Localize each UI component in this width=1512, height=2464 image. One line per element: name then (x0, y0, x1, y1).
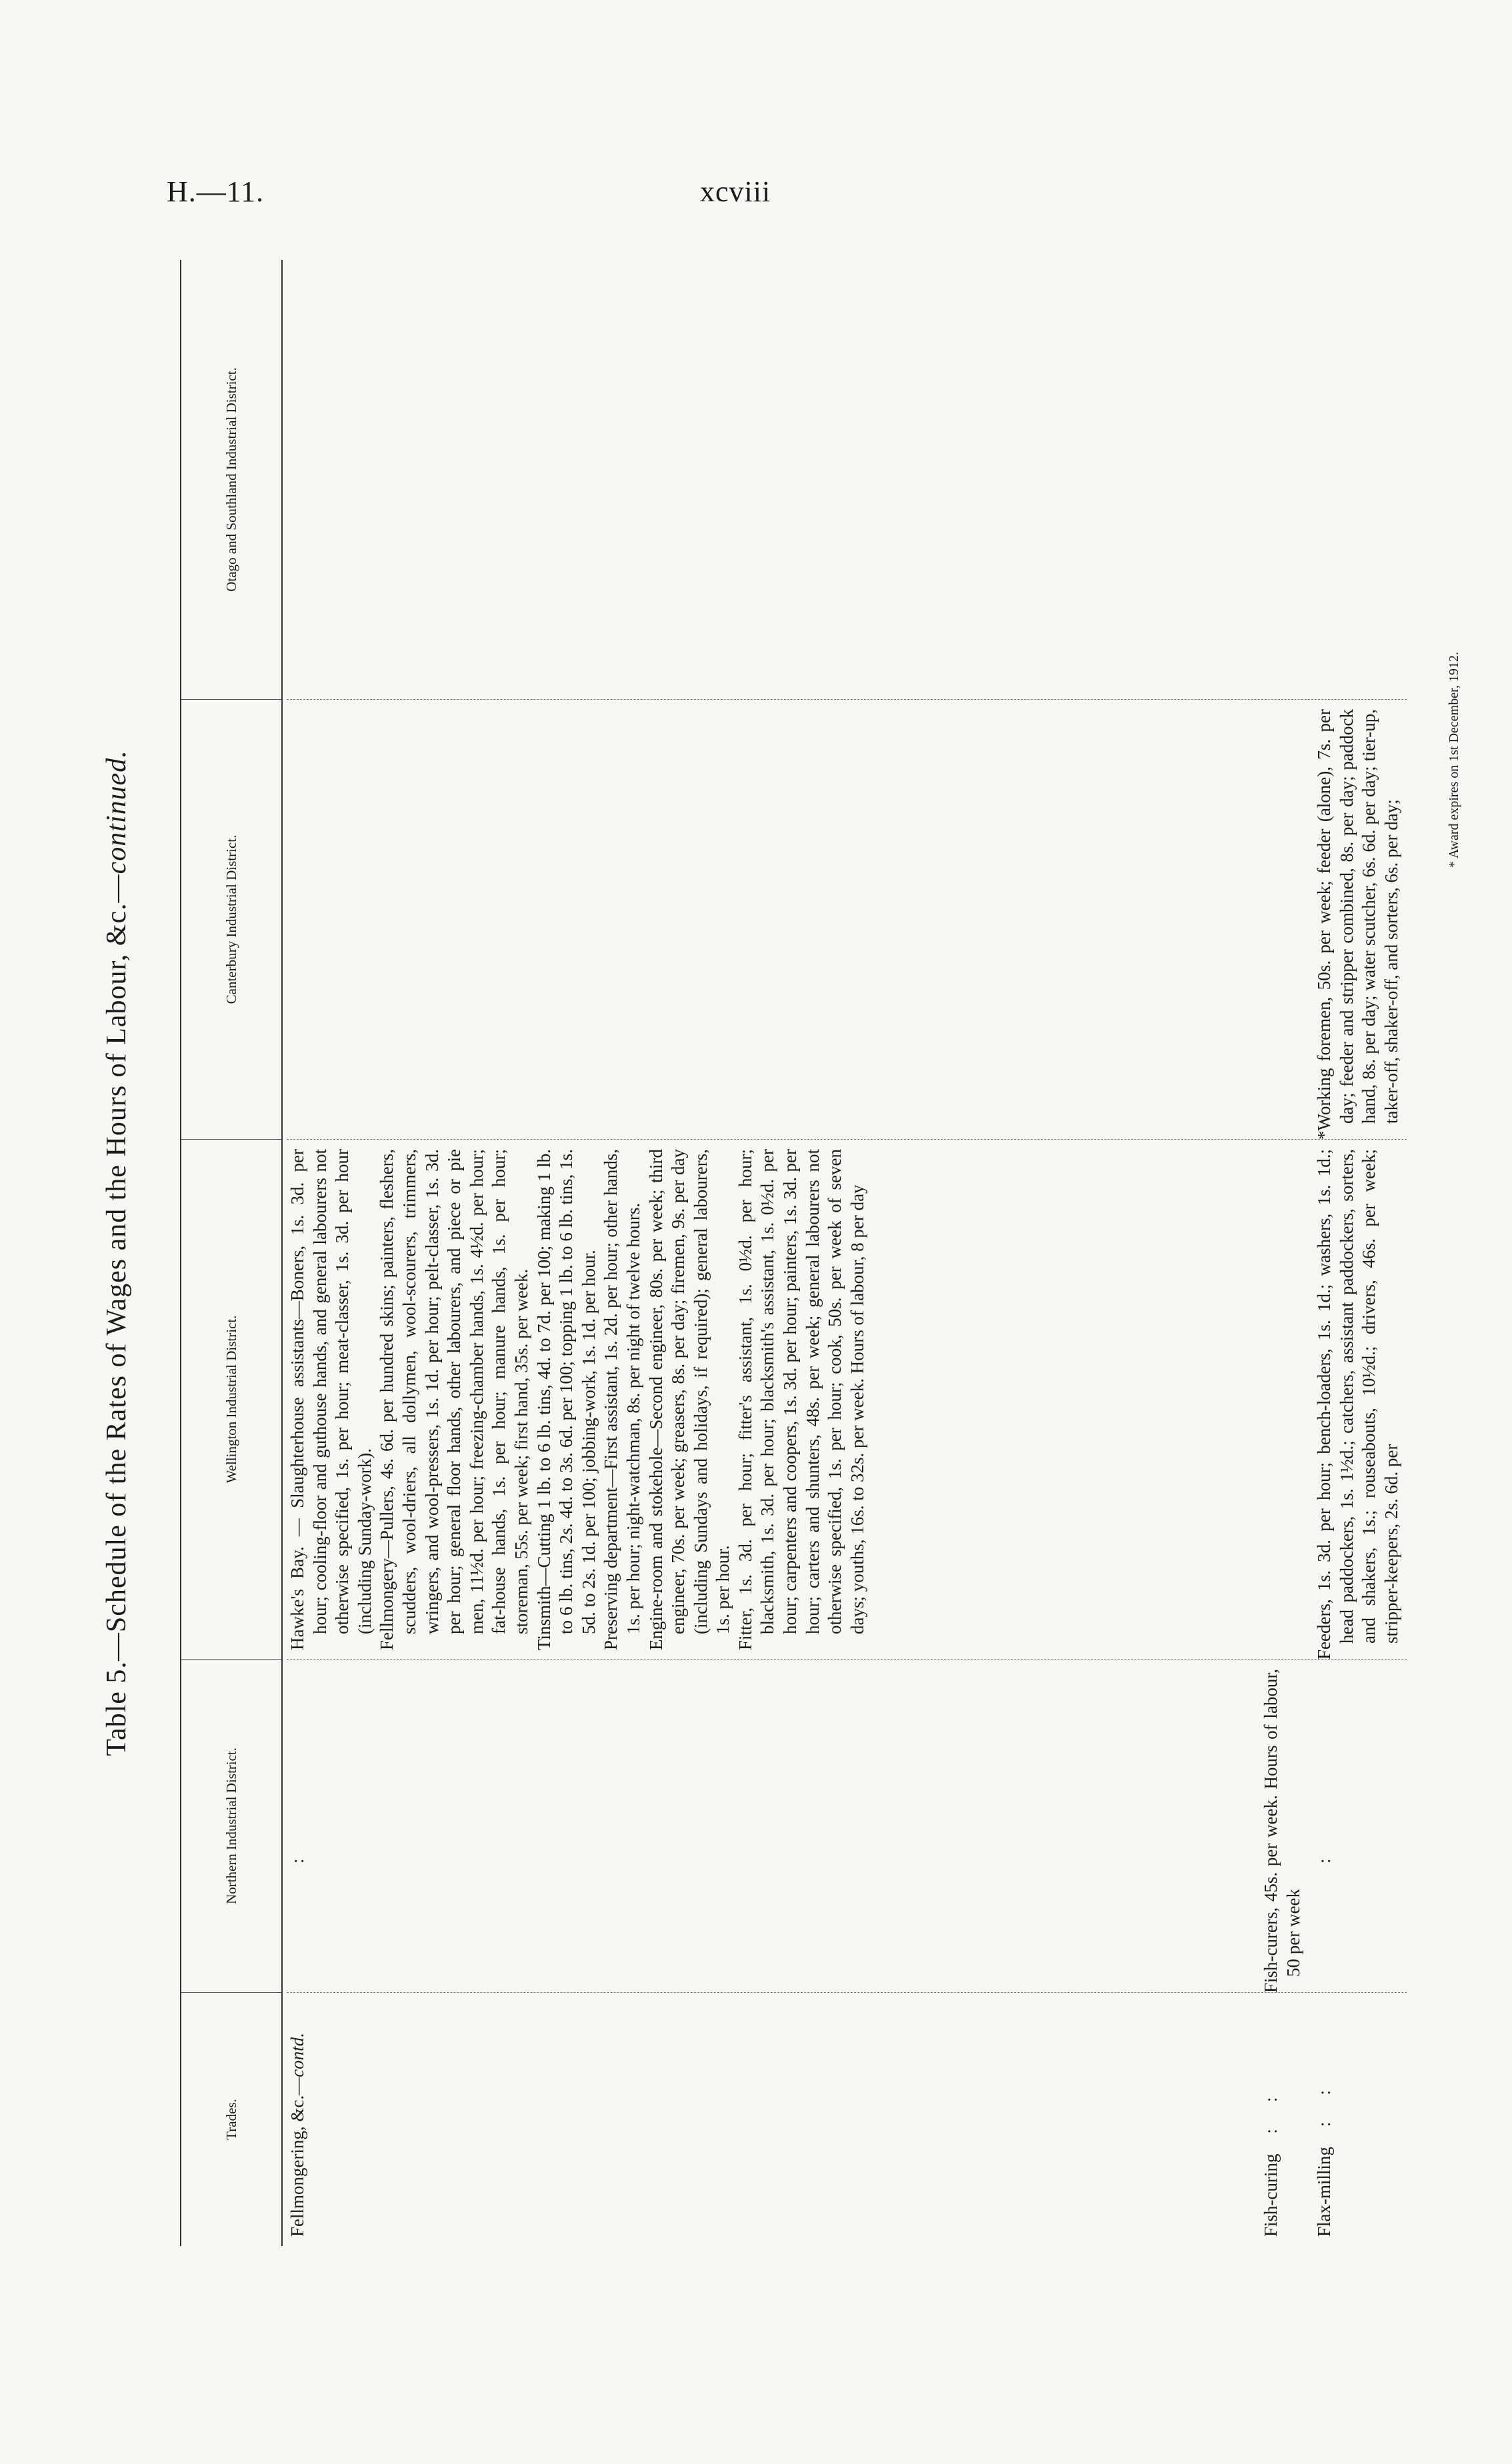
trade-label: Flax-milling (1314, 2147, 1334, 2237)
trade-name (1313, 1993, 1407, 2246)
table-title-continued: continued. (101, 750, 132, 874)
canterbury-cell (287, 700, 1253, 1140)
rotated-table (87, 260, 1461, 2246)
wellington-para-fellmongery: Fellmongery—Pullers, 4s. 6d. per hundred skins; painters, fleshers, scudders, wool-driers, all dollymen, wool-scourers, trimmers, wringers, and wool-pressers, 1s. 1d. per hour; pelt-classer, 1s. 3d. per hour; general floor hands, other labourers, and piece or pie men, 11½d. per hour; freezing-chamber hands, 1s. 4½d. per hour; fat-house hands, 1s. per hour; manure hands, 1s. per hour; storeman, 55s. per week; first hand, 35s. per week. (377, 1149, 531, 1650)
col-header-wellington: Wellington Industrial District. (181, 1140, 281, 1660)
col-header-otago: Otago and Southland Industrial District. (181, 260, 281, 700)
leader-dots: :: (1314, 2063, 1334, 2127)
otago-cell (1313, 260, 1407, 700)
wellington-cell (1260, 1140, 1313, 1660)
wellington-para-fitter: Fitter, 1s. 3d. per hour; fitter's assistant, 1s. 0½d. per hour; blacksmith, 1s. 3d. per hour; blacksmith's assistant, 1s. 0½d. per hour; carpenters and coopers, 1s. 3d. per hour; painters, 1s. 3d. per hour; carters and shunters, 48s. per week; general labourers not otherwise specified, 1s. per hour; cook, 50s. per week of seven days; youths, 16s. to 32s. per week. Hours of labour, 8 per day (735, 1149, 867, 1650)
column-header-row (180, 260, 283, 2246)
canterbury-cell: *Working foremen, 50s. per week; feeder (alone), 7s. per day; feeder and stripper combined, 8s. per day; paddock hand, 8s. per day; water scutcher, 6s. 6d. per day; tier-up, taker-off, shaker-off, and sorters, 6s. per day; (1314, 709, 1401, 1140)
northern-cell: Fish-curers, 45s. per week. Hours of labour, 50 per week (1261, 1669, 1303, 1993)
table-row-flax-milling (1313, 260, 1407, 2246)
northern-cell (287, 1660, 1253, 1993)
trade-label: Fish-curing (1261, 2153, 1281, 2237)
wellington-cell: Feeders, 1s. 3d. per hour; bench-loaders, 1s. 1d.; washers, 1s. 1d.; head paddockers, 1s. 1½d.; catchers, assistant paddockers, sorters, and shakers, 1s.; rouseabouts, 10½d.; drivers, 46s. per week; stripper-keepers, 2s. 6d. per (1314, 1149, 1401, 1660)
trade-label: Fellmongering, &c.— (287, 2077, 307, 2237)
col-header-northern: Northern Industrial District. (181, 1660, 281, 1993)
otago-cell (287, 260, 1253, 700)
leader-dots: :: (1261, 2070, 1281, 2134)
col-header-canterbury: Canterbury Industrial District. (181, 700, 281, 1140)
table-title-main: Table 5.—Schedule of the Rates of Wages and the Hours of Labour, &c.— (101, 874, 132, 1756)
wellington-para-hawkes-bay: Hawke's Bay. — Slaughterhouse assistants—Boners, 1s. 3d. per hour; cooling-floor and guthouse hands, and general labourers not otherwise specified, 1s. per hour; meat-classer, 1s. 3d. per hour (including Sunday-work). (287, 1149, 375, 1650)
table-row-fellmongering (287, 260, 1253, 2246)
canterbury-cell (1260, 700, 1313, 1140)
wellington-para-engine-room: Engine-room and stokehole—Second engineer, 80s. per week; third engineer, 70s. per week; greasers, 8s. per day; firemen, 9s. per day (including Sundays and holidays, if required); general labourers, 1s. per hour. (645, 1149, 733, 1650)
ditto-marks: : (287, 1832, 307, 1863)
otago-cell (1260, 260, 1313, 700)
trade-name (287, 1993, 1253, 2246)
table-row-fish-curing (1260, 260, 1313, 2246)
page-header-left: H.—11. (167, 175, 265, 208)
footnote: * Award expires on 1st December, 1912. (1447, 652, 1461, 868)
wellington-para-preserving: Preserving department—First assistant, 1s. 2d. per hour; other hands, 1s. per hour; night-watchman, 8s. per night of twelve hours. (601, 1149, 643, 1650)
wellington-para-tinsmith: Tinsmith—Cutting 1 lb. to 6 lb. tins, 4d. to 7d. per 100; making 1 lb. to 6 lb. tins, 2s. 4d. to 3s. 6d. per 100; topping 1 lb. to 6 lb. tins, 1s. 5d. to 2s. 1d. per 100; jobbing-work, 1s. 1d. per hour. (533, 1149, 599, 1650)
page-number: xcviii (700, 175, 771, 208)
trade-name (1260, 1993, 1313, 2246)
table-title (87, 260, 147, 2246)
col-header-trades: Trades. (223, 2099, 239, 2140)
trade-contd: contd. (287, 2033, 307, 2077)
northern-cell (1313, 1660, 1407, 1993)
wellington-cell (287, 1140, 1253, 1660)
ditto-marks: : (1314, 1832, 1334, 1863)
